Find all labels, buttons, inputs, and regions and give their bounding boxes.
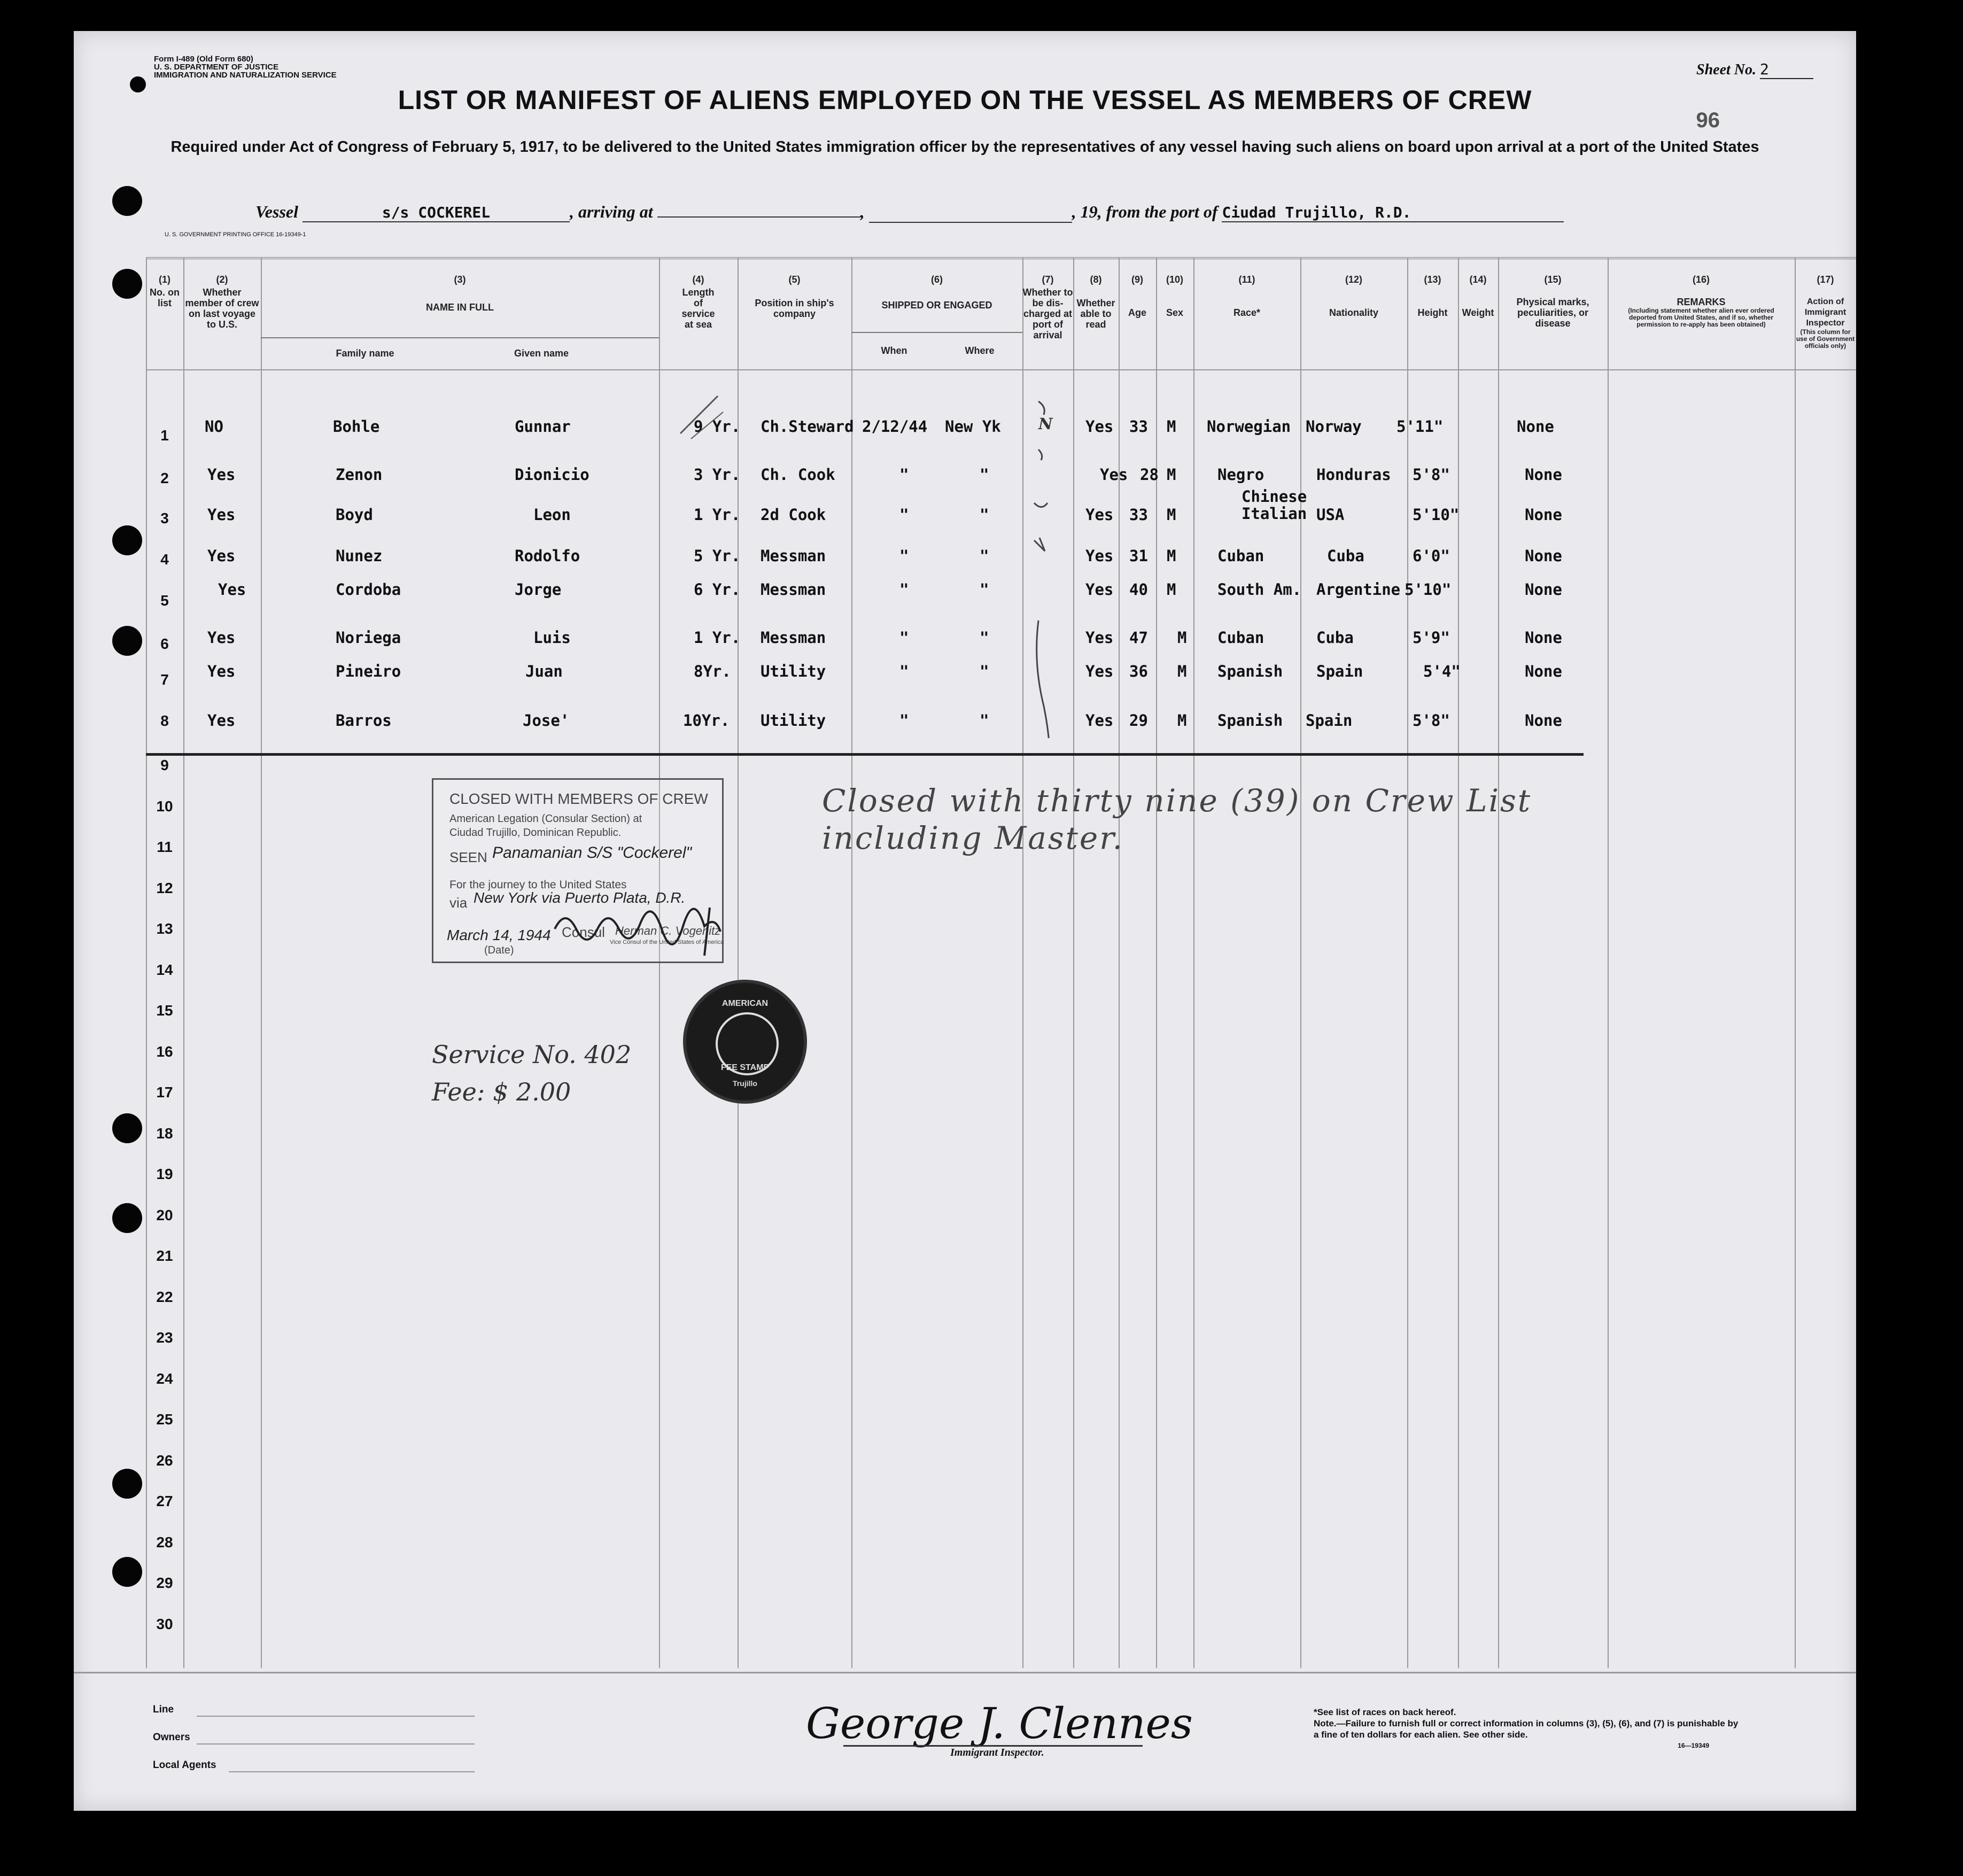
service-name: IMMIGRATION AND NATURALIZATION SERVICE xyxy=(154,71,337,80)
arriving-label: arriving at xyxy=(578,202,653,221)
row-number: 13 xyxy=(156,920,173,937)
punch-hole xyxy=(112,525,142,555)
row-marks: None xyxy=(1525,547,1562,565)
row-sex: M xyxy=(1167,547,1176,565)
row-given-name: Leon xyxy=(533,506,571,524)
row-number: 28 xyxy=(156,1533,173,1551)
row-when: 2/12/44 xyxy=(862,417,928,436)
col4-header: (4) Length of service at sea xyxy=(681,274,715,330)
row-nationality: Honduras xyxy=(1316,466,1391,484)
row-where: " xyxy=(980,506,989,524)
row-given-name: Jorge xyxy=(515,580,562,599)
closing-note-line-2: including Master. xyxy=(822,820,1124,856)
row-race: Spanish xyxy=(1217,711,1283,730)
row-when: " xyxy=(899,629,909,647)
row-position: Utility xyxy=(761,662,826,680)
row-age: 40 xyxy=(1129,580,1148,599)
row-number: 19 xyxy=(156,1166,173,1182)
row-age: 47 xyxy=(1129,629,1148,647)
page-title: LIST OR MANIFEST OF ALIENS EMPLOYED ON THE VESSEL AS MEMBERS OF CREW xyxy=(398,85,1532,115)
when-header: When xyxy=(881,345,907,356)
punch-hole xyxy=(112,626,142,656)
row-marks: None xyxy=(1525,506,1562,524)
row-family-name: Zenon xyxy=(336,466,383,484)
row-family-name: Barros xyxy=(336,711,392,730)
row-last-voyage: NO xyxy=(205,417,223,436)
row-family-name: Boyd xyxy=(336,506,373,524)
row-height: 5'4" xyxy=(1423,662,1461,680)
punch-hole xyxy=(130,76,146,92)
row-last-voyage: Yes xyxy=(207,662,236,680)
closing-note xyxy=(822,782,1532,857)
col11-header: (11) Race* xyxy=(1233,274,1261,318)
row-nationality: Spain xyxy=(1316,662,1363,680)
col5-header: (5) Position in ship's company xyxy=(755,274,834,319)
stamp-consul-label: Consul xyxy=(562,924,605,940)
row-age: 33 xyxy=(1129,417,1148,436)
row-last-voyage: Yes xyxy=(218,580,246,599)
row-number: 20 xyxy=(156,1206,173,1223)
stamp-journey: For the journey to the United States xyxy=(449,879,627,891)
row-read: Yes xyxy=(1085,580,1114,599)
row-number: 17 xyxy=(156,1084,173,1100)
col13-header: (13) Height xyxy=(1417,274,1448,318)
row-number: 16 xyxy=(156,1043,173,1060)
footer-line-label: Line xyxy=(153,1704,174,1715)
punch-hole xyxy=(112,1203,142,1233)
row-number: 24 xyxy=(156,1370,173,1387)
row-last-voyage: Yes xyxy=(207,629,236,647)
row-marks: None xyxy=(1517,417,1554,436)
row-where: " xyxy=(980,662,989,680)
vessel-line: Vessel s/s COCKEREL , arriving at , , 19, from the port of Ciudad Trujillo, R.D. xyxy=(255,202,1763,229)
row-number: 5 xyxy=(160,592,169,609)
row-race: South Am. xyxy=(1217,580,1302,599)
sheet-label: Sheet No. xyxy=(1696,61,1756,78)
stamp-date-label: (Date) xyxy=(484,944,514,956)
row-number: 10 xyxy=(156,797,173,815)
row-when: " xyxy=(899,466,909,484)
row-sex: M xyxy=(1167,506,1176,524)
row-race: Cuban xyxy=(1217,629,1264,647)
row-age: 28 xyxy=(1140,466,1159,484)
row-when: " xyxy=(899,547,909,565)
arriving-value xyxy=(657,216,860,218)
from-port-value: Ciudad Trujillo, R.D. xyxy=(1222,204,1564,222)
row-number: 26 xyxy=(156,1452,173,1469)
seal-top-text: AMERICAN xyxy=(721,999,769,1008)
year-prefix: 19 xyxy=(1080,202,1098,221)
from-port-label: from the port of xyxy=(1106,202,1218,221)
form-code: 16—19349 xyxy=(1678,1742,1709,1749)
row-last-voyage: Yes xyxy=(207,506,236,524)
row-number: 18 xyxy=(156,1125,173,1142)
row-race: Spanish xyxy=(1217,662,1283,680)
row-last-voyage: Yes xyxy=(207,547,236,565)
row-service: 3 Yr. xyxy=(694,466,741,484)
printer-line: U. S. GOVERNMENT PRINTING OFFICE 16-19349-1 xyxy=(165,231,306,238)
row-position: Messman xyxy=(761,547,826,565)
row-marks: None xyxy=(1525,629,1562,647)
row-number: 7 xyxy=(160,671,169,688)
col8-header: (8) Whether able to read xyxy=(1076,274,1115,330)
row-family-name: Noriega xyxy=(336,629,401,647)
row-given-name: Rodolfo xyxy=(515,547,580,565)
closing-note-line-1: Closed with thirty nine (39) on Crew List xyxy=(822,782,1532,819)
row-discharged: N xyxy=(1038,415,1053,433)
col7-header: (7) Whether to be dis-charged at port of arrival xyxy=(1022,274,1073,340)
row-marks: None xyxy=(1525,466,1562,484)
row-sex: M xyxy=(1177,711,1187,730)
row-service: 1 Yr. xyxy=(694,629,741,647)
row-read: Yes xyxy=(1085,417,1114,436)
row-number: 8 xyxy=(160,712,169,729)
row-nationality: Cuba xyxy=(1327,547,1364,565)
row-family-name: Nunez xyxy=(336,547,383,565)
row-sex: M xyxy=(1177,629,1187,647)
consul-signature xyxy=(549,897,742,961)
row-when: " xyxy=(899,711,909,730)
col14-header: (14) Weight xyxy=(1462,274,1494,318)
row-number: 1 xyxy=(160,427,169,444)
row-position: Messman xyxy=(761,629,826,647)
row-marks: None xyxy=(1525,711,1562,730)
row-number: 30 xyxy=(156,1615,173,1632)
row-position: Ch. Cook xyxy=(761,466,835,484)
manifest-page xyxy=(74,31,1856,1811)
inspector-signature: George J. Clennes xyxy=(806,1699,1193,1748)
footer-owners-label: Owners xyxy=(153,1732,190,1743)
form-number: Form I-489 (Old Form 680) xyxy=(154,55,253,64)
col9-header: (9) Age xyxy=(1128,274,1146,318)
row-number: 3 xyxy=(160,510,169,526)
stamp-date-value: March 14, 1944 xyxy=(447,927,551,943)
row-age: 36 xyxy=(1129,662,1148,680)
stamp-line-2: Ciudad Trujillo, Dominican Republic. xyxy=(449,827,622,839)
row-age: 33 xyxy=(1129,506,1148,524)
row-height: 5'8" xyxy=(1413,711,1450,730)
family-name-header: Family name xyxy=(336,348,394,359)
stamp-consul-title: Vice Consul of the United States of America xyxy=(610,939,724,945)
row-height: 5'10" xyxy=(1413,506,1460,524)
row-nationality: Argentine xyxy=(1316,580,1401,599)
row-number: 21 xyxy=(156,1247,173,1264)
table-rows xyxy=(146,257,1856,1668)
row-when: " xyxy=(899,506,909,524)
col2-header: (2) Whether member of crew on last voyage to U.S. xyxy=(185,274,259,330)
row-number: 29 xyxy=(156,1575,173,1591)
row-last-voyage: Yes xyxy=(207,466,236,484)
punch-hole xyxy=(112,1557,142,1587)
service-fee-note xyxy=(432,1036,631,1111)
footer-agents-label: Local Agents xyxy=(153,1759,216,1771)
page-number: 96 xyxy=(1696,108,1720,132)
check-marks xyxy=(1001,391,1087,738)
row-race: Chinese Italian xyxy=(1242,487,1307,523)
stamp-via-value: New York via Puerto Plata, D.R. xyxy=(474,889,686,906)
punch-hole xyxy=(112,1469,142,1499)
row-position: Messman xyxy=(761,580,826,599)
row-sex: M xyxy=(1167,417,1176,436)
row-number: 23 xyxy=(156,1329,173,1346)
row-nationality: USA xyxy=(1316,506,1345,524)
row-sex: M xyxy=(1177,662,1187,680)
row-where: " xyxy=(980,580,989,599)
department-name: U. S. DEPARTMENT OF JUSTICE xyxy=(154,63,279,72)
stamp-via-label: via xyxy=(449,895,468,911)
row-service: 6 Yr. xyxy=(694,580,741,599)
row-when: " xyxy=(899,580,909,599)
punch-hole xyxy=(112,1113,142,1143)
row-where: " xyxy=(980,547,989,565)
row-where: " xyxy=(980,629,989,647)
sheet-number xyxy=(1696,60,1813,79)
row-number: 12 xyxy=(156,879,173,896)
stamp-consul-name: Herman C. Vogenitz xyxy=(615,924,721,937)
col15-header: (15) Physical marks, peculiarities, or disease xyxy=(1516,274,1589,329)
row-where: " xyxy=(980,711,989,730)
row-position: 2d Cook xyxy=(761,506,826,524)
row-read: Yes xyxy=(1085,711,1114,730)
row-race: Norwegian xyxy=(1207,417,1291,436)
punch-hole xyxy=(112,186,142,216)
row-read: Yes xyxy=(1100,466,1128,484)
races-note: *See list of races on back hereof. xyxy=(1314,1707,1456,1717)
row-height: 5'10" xyxy=(1405,580,1452,599)
row-nationality: Cuba xyxy=(1316,629,1354,647)
service-number: Service No. 402 xyxy=(432,1040,632,1069)
row-family-name: Pineiro xyxy=(336,662,401,680)
col12-header: (12) Nationality xyxy=(1329,274,1378,318)
stamp-seen-label: SEEN xyxy=(449,849,487,865)
row-position: Utility xyxy=(761,711,826,730)
service-tick xyxy=(659,391,739,444)
row-height: 5'9" xyxy=(1413,629,1450,647)
row-given-name: Dionicio xyxy=(515,466,589,484)
col6-header: (6) SHIPPED OR ENGAGED xyxy=(881,274,992,311)
row-given-name: Luis xyxy=(533,629,571,647)
stamp-heading: CLOSED WITH MEMBERS OF CREW xyxy=(449,790,708,807)
row-read: Yes xyxy=(1085,662,1114,680)
footer-note xyxy=(1314,1707,1741,1751)
inspector-label: Immigrant Inspector. xyxy=(950,1747,1044,1758)
fee-stamp-seal xyxy=(683,980,807,1104)
vessel-label: Vessel xyxy=(255,202,298,221)
row-family-name: Cordoba xyxy=(336,580,401,599)
row-position: Ch.Steward xyxy=(761,417,854,436)
fee-amount: Fee: $ 2.00 xyxy=(432,1077,571,1106)
row-number: 25 xyxy=(156,1411,173,1428)
row-age: 29 xyxy=(1129,711,1148,730)
col17-header: (17) Action of Immigrant Inspector (This column for use of Government officials only) xyxy=(1796,274,1855,350)
row-read: Yes xyxy=(1085,506,1114,524)
row-sex: M xyxy=(1167,580,1176,599)
row-height: 5'11" xyxy=(1396,417,1444,436)
stamp-seen-value: Panamanian S/S "Cockerel" xyxy=(492,844,692,862)
row-height: 5'8" xyxy=(1413,466,1450,484)
row-number: 15 xyxy=(156,1002,173,1019)
row-race: Negro xyxy=(1217,466,1264,484)
row-when: " xyxy=(899,662,909,680)
col3-header: (3) NAME IN FULL xyxy=(426,274,494,313)
row-family-name: Bohle xyxy=(333,417,380,436)
row-given-name: Juan xyxy=(525,662,563,680)
row-last-voyage: Yes xyxy=(207,711,236,730)
page-subtitle: Required under Act of Congress of February 5, 1917, to be delivered to the United States immigration officer by the representatives of any vessel having such aliens on board upon arrival at a port of the United States xyxy=(170,138,1759,156)
row-service: 5 Yr. xyxy=(694,547,741,565)
row-service: 9 Yr. xyxy=(694,417,741,436)
row-read: Yes xyxy=(1085,547,1114,565)
col16-header: (16) REMARKS (Including statement whether alien ever ordered deported from United States, and if so, whether permission to re-apply has been obtained) xyxy=(1628,274,1774,328)
row-number: 11 xyxy=(157,839,173,855)
stamp-line-1: American Legation (Consular Section) at xyxy=(449,813,642,825)
row-service: 10Yr. xyxy=(683,711,730,730)
row-age: 31 xyxy=(1129,547,1148,565)
form-identifier xyxy=(154,55,337,79)
row-marks: None xyxy=(1525,580,1562,599)
sheet-value: 2 xyxy=(1760,60,1813,79)
seal-middle-text: FEE STAMP xyxy=(720,1063,770,1072)
row-number: 2 xyxy=(160,470,169,486)
vessel-name: s/s COCKEREL xyxy=(302,204,570,222)
row-given-name: Gunnar xyxy=(515,417,571,436)
row-given-name: Jose' xyxy=(523,711,570,730)
row-where: " xyxy=(980,466,989,484)
row-number: 6 xyxy=(160,635,169,652)
row-marks: None xyxy=(1525,662,1562,680)
row-read: Yes xyxy=(1085,629,1114,647)
row-height: 6'0" xyxy=(1413,547,1450,565)
row-number: 14 xyxy=(156,961,173,978)
penalty-note: Note.—Failure to furnish full or correct information in columns (3), (5), (6), and (7) is punishable by a fine of ten dollars for each alien. See other side. xyxy=(1314,1718,1739,1740)
seal-bottom-text: Trujillo xyxy=(733,1079,757,1088)
row-where: New Yk xyxy=(945,417,1001,436)
col1-header: (1) No. on list xyxy=(150,274,180,308)
col10-header: (10) Sex xyxy=(1166,274,1184,318)
row-service: 8Yr. xyxy=(694,662,731,680)
row-service: 1 Yr. xyxy=(694,506,741,524)
punch-hole xyxy=(112,269,142,299)
row-nationality: Spain xyxy=(1306,711,1353,730)
row-number: 22 xyxy=(156,1288,173,1305)
row-race: Cuban xyxy=(1217,547,1264,565)
row-number: 27 xyxy=(156,1493,173,1509)
row-number: 4 xyxy=(160,551,169,568)
row-number: 9 xyxy=(160,757,169,773)
given-name-header: Given name xyxy=(514,348,569,359)
row-nationality: Norway xyxy=(1306,417,1362,436)
row-sex: M xyxy=(1167,466,1176,484)
where-header: Where xyxy=(965,345,995,356)
